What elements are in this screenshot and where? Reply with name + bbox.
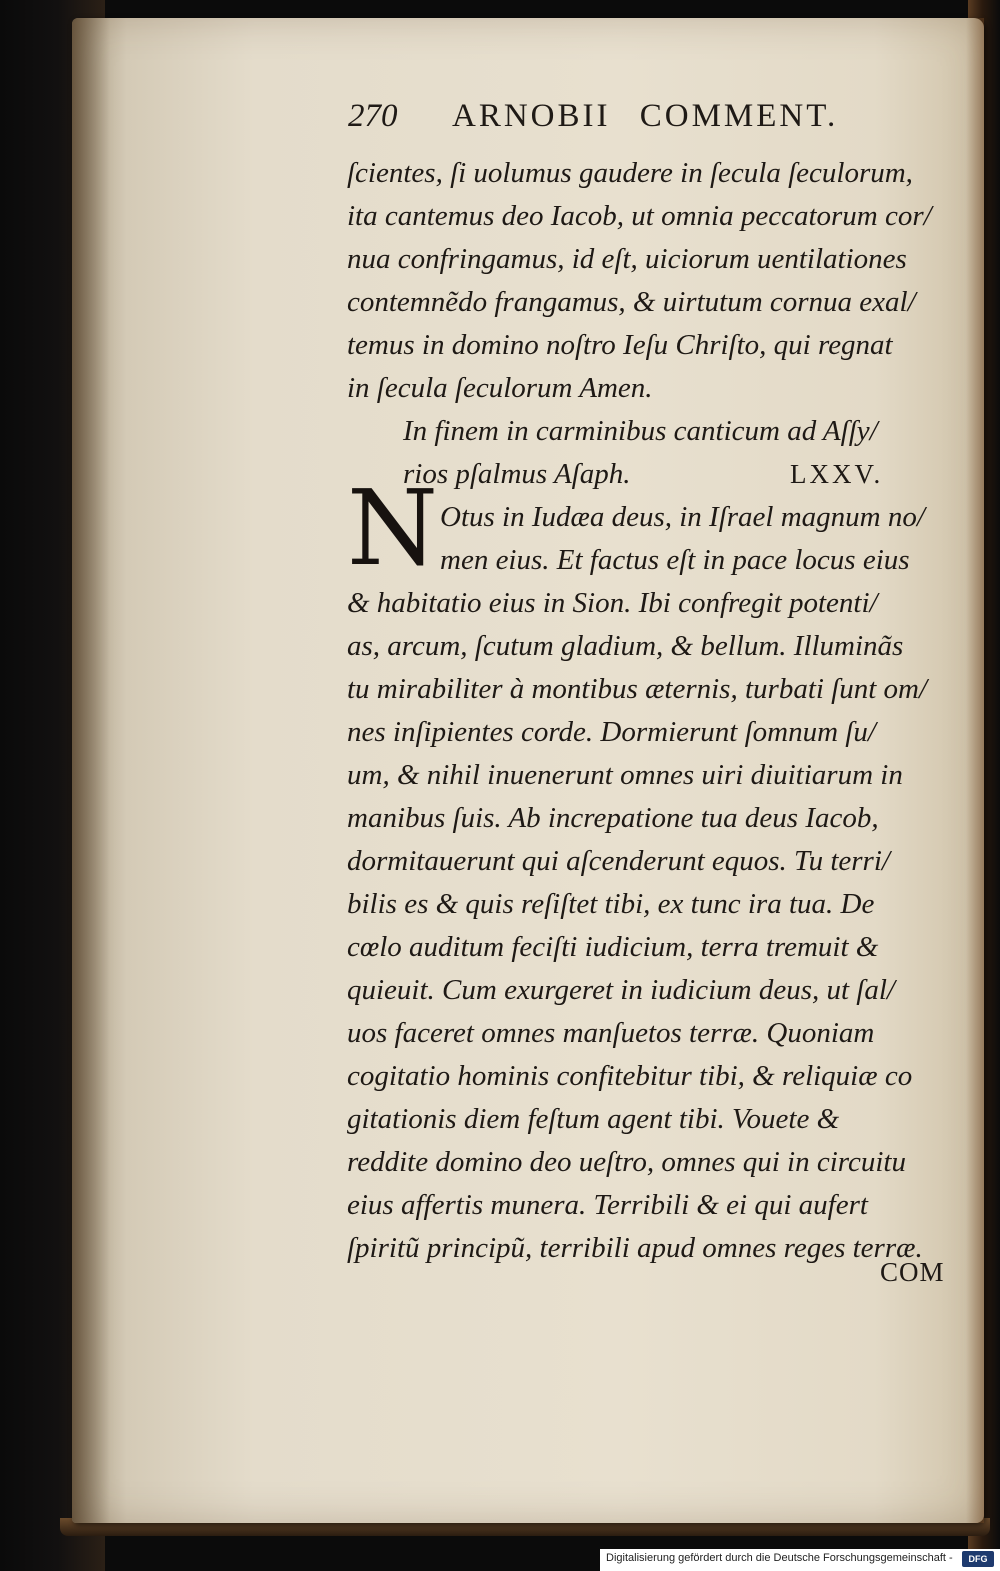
psalm-line: um, & nihil inuenerunt omnes uiri diuitiarum in [347,759,903,791]
psalm-line: bilis es & quis reſiſtet tibi, ex tunc ira tua. De [347,888,875,920]
psalm-number: LXXV. [790,459,884,489]
running-header [348,98,928,146]
digitization-credit: Digitalisierung gefördert durch die Deutsche Forschungsgemeinschaft - [606,1552,953,1564]
commentary-line: contemnẽdo frangamus, & uirtutum cornua exal/ [347,286,916,318]
commentary-line: ſcientes, ſi uolumus gaudere in ſecula ſeculorum, [347,157,913,189]
psalm-line: as, arcum, ſcutum gladium, & bellum. Illuminãs [347,630,904,662]
page-number: 270 [348,98,398,134]
psalm-line: uos faceret omnes manſuetos terræ. Quoniam [347,1017,875,1049]
psalm-line: cœlo auditum feciſti iudicium, terra tremuit & [347,931,879,963]
psalm-heading-line: In finem in carminibus canticum ad Aſſy/ [403,415,878,447]
commentary-line: nua confringamus, id eſt, uiciorum uentilationes [347,243,907,275]
page-fold-shadow [72,18,110,1523]
commentary-line: ita cantemus deo Iacob, ut omnia peccatorum cor/ [347,200,932,232]
dfg-logo: DFG [962,1551,994,1567]
psalm-line: & habitatio eius in Sion. Ibi confregit potenti/ [347,587,878,619]
page-gutter-shadow [966,18,984,1523]
psalm-line: men eius. Et factus eſt in pace locus eius [440,544,910,576]
psalm-line: dormitauerunt qui aſcenderunt equos. Tu terri/ [347,845,890,877]
psalm-line: reddite domino deo ueſtro, omnes qui in circuitu [347,1146,906,1178]
psalm-line: gitationis diem feſtum agent tibi. Vouete & [347,1103,840,1135]
psalm-line: quieuit. Cum exurgeret in iudicium deus, ut ſal/ [347,974,895,1006]
psalm-line: Otus in Iudæa deus, in Iſrael magnum no/ [440,501,925,533]
drop-cap: N [347,467,438,589]
commentary-line: temus in domino noſtro Ieſu Chriſto, qui regnat [347,329,893,361]
psalm-line: tu mirabiliter à montibus æternis, turbati ſunt om/ [347,673,928,705]
psalm-line: manibus ſuis. Ab increpatione tua deus Iacob, [347,802,879,834]
running-title: ARNOBII COMMENT. [452,98,839,134]
psalm-heading-line: rios pſalmus Aſaph. [403,458,631,490]
psalm-line: nes inſipientes corde. Dormierunt ſomnum ſu/ [347,716,876,748]
psalm-line: cogitatio hominis confitebitur tibi, & reliquiæ co [347,1060,913,1092]
commentary-line: in ſecula ſeculorum Amen. [347,372,653,404]
psalm-line: eius affertis munera. Terribili & ei qui aufert [347,1189,868,1221]
psalm-line: ſpiritũ principũ, terribili apud omnes reges terræ. [347,1232,923,1264]
catchword: COM [880,1257,945,1287]
